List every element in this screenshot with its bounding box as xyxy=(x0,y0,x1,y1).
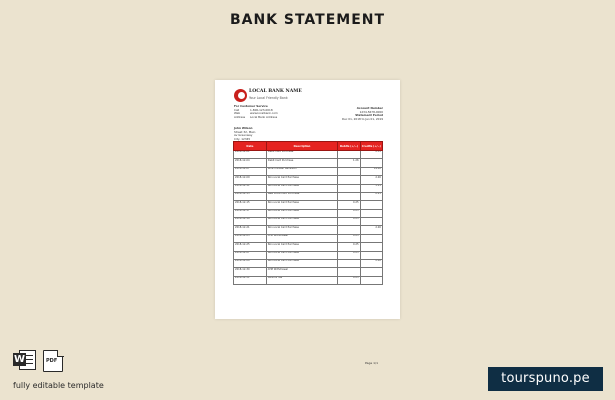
table-row xyxy=(234,243,383,251)
cell-debit xyxy=(338,151,360,159)
cell-date: 2018-12-25 xyxy=(234,243,267,251)
cell-date: 2018-12-21 xyxy=(234,226,267,234)
cell-credit xyxy=(360,209,382,217)
contact-row xyxy=(234,116,304,120)
table-row xyxy=(234,176,383,184)
table-row xyxy=(234,192,383,200)
cell-debit: 0.25 xyxy=(338,218,360,226)
cell-debit xyxy=(338,259,360,267)
cell-credit xyxy=(360,243,382,251)
table-row xyxy=(234,209,383,217)
contact-label: Web xyxy=(234,111,241,116)
contact-value: 1-800-123-0018 xyxy=(250,107,273,112)
cell-credit: 2.53 xyxy=(360,151,382,159)
cell-date: 2018-12-11 xyxy=(234,184,267,192)
column-header-description: Description xyxy=(266,142,338,151)
table-row xyxy=(234,167,383,175)
contact-value: Local Bank Address xyxy=(250,114,278,119)
table-row xyxy=(234,234,383,242)
word-file-icon xyxy=(13,350,37,370)
transactions-table xyxy=(233,141,383,285)
cell-credit xyxy=(360,276,382,284)
customer-service-block xyxy=(234,105,304,119)
contact-label: Address xyxy=(234,114,246,119)
cell-debit: 0.25 xyxy=(338,209,360,217)
cell-date: 2018-12-29 xyxy=(234,259,267,267)
table-row xyxy=(234,218,383,226)
account-info-block xyxy=(333,107,383,121)
cell-description: Non-Local Card Purchase xyxy=(266,201,338,209)
page-title: BANK STATEMENT xyxy=(229,12,386,28)
cell-credit: 0.25 xyxy=(360,192,382,200)
holder-address-line: City, 12345 xyxy=(234,136,251,141)
cell-description: Non-Local Card Purchase xyxy=(266,176,338,184)
table-row xyxy=(234,184,383,192)
pdf-label: PDF xyxy=(46,358,58,364)
cell-date: 2018-12-31 xyxy=(234,276,267,284)
table-row xyxy=(234,268,383,276)
cell-debit: 0.25 xyxy=(338,243,360,251)
table-row xyxy=(234,259,383,267)
cell-debit: 0.25 xyxy=(338,201,360,209)
cell-date: 2018-12-27 xyxy=(234,251,267,259)
cell-credit xyxy=(360,234,382,242)
table-row xyxy=(234,151,383,159)
cell-debit xyxy=(338,167,360,175)
cell-credit: 19.00 xyxy=(360,167,382,175)
brand-badge[interactable]: tourspuno.pe xyxy=(488,367,603,391)
column-header-credits: Credits (+/−) xyxy=(360,142,382,151)
holder-address-line: Av Greenway xyxy=(234,133,253,138)
table-row xyxy=(234,276,383,284)
cell-credit xyxy=(360,201,382,209)
column-header-date: Date xyxy=(234,142,267,151)
editable-caption: fully editable template xyxy=(13,381,104,390)
cell-debit xyxy=(338,184,360,192)
bank-tagline: Your Local Friendly Bank xyxy=(249,96,288,100)
cell-description: Non-Local Card Purchase xyxy=(266,209,338,217)
cell-description: ATM Withdrawal xyxy=(266,234,338,242)
column-header-debits: Debits (+/−) xyxy=(338,142,360,151)
cell-date: 2018-12-04 xyxy=(234,159,267,167)
contact-value: www.localbank.com xyxy=(250,111,278,116)
cell-debit: 1.26 xyxy=(338,159,360,167)
cell-credit xyxy=(360,268,382,276)
cell-date: 2018-12-30 xyxy=(234,268,267,276)
cell-description: Non-Local Card Purchase xyxy=(266,259,338,267)
holder-address-line: Street 32, Main xyxy=(234,129,256,134)
pdf-file-icon xyxy=(43,350,63,372)
cell-credit xyxy=(360,159,382,167)
cell-credit xyxy=(360,218,382,226)
cell-date: 2018-12-15 xyxy=(234,201,267,209)
cell-description: Non-Local Card Purchase xyxy=(266,218,338,226)
statement-period-value: Dec 01, 2018 to Jan 01, 2019 xyxy=(342,116,383,121)
table-row xyxy=(234,226,383,234)
cell-debit xyxy=(338,226,360,234)
cell-description: Non-Local Card Purchase xyxy=(266,251,338,259)
cell-credit: 2.00 xyxy=(360,176,382,184)
cell-debit: 0.25 xyxy=(338,234,360,242)
cell-debit xyxy=(338,176,360,184)
cell-date: 2018-12-07 xyxy=(234,167,267,175)
cell-date: 2018-12-23 xyxy=(234,234,267,242)
cell-date: 2018-12-01 xyxy=(234,151,267,159)
bank-name: LOCAL BANK NAME xyxy=(249,89,302,94)
cell-credit: 2.00 xyxy=(360,226,382,234)
table-row xyxy=(234,251,383,259)
cell-description: ATM Withdrawal xyxy=(266,268,338,276)
cell-date: 2018-12-19 xyxy=(234,218,267,226)
word-badge: W xyxy=(13,354,26,365)
account-number-label: Account Number xyxy=(356,106,383,110)
cell-description: Service Fee xyxy=(266,276,338,284)
account-holder-block xyxy=(234,127,294,141)
cell-date: 2018-12-17 xyxy=(234,209,267,217)
bank-logo-icon xyxy=(234,89,247,102)
cell-description: Wire Transfer Received xyxy=(266,167,338,175)
cell-debit xyxy=(338,268,360,276)
customer-service-heading: For Customer Service xyxy=(234,104,268,108)
holder-name: John Wilson xyxy=(234,126,253,130)
table-row xyxy=(234,201,383,209)
cell-description: Non-Local Card Purchase xyxy=(266,226,338,234)
table-header-row xyxy=(234,142,383,151)
page-number: Page 1/1 xyxy=(364,361,378,365)
cell-credit: 2.00 xyxy=(360,259,382,267)
account-number-value: 1234-5678-0000 xyxy=(359,109,383,114)
cell-description: Debit Card Purchase xyxy=(266,151,338,159)
cell-date: 2018-12-09 xyxy=(234,176,267,184)
cell-debit: 0.25 xyxy=(338,276,360,284)
cell-description: Debit Card Purchase xyxy=(266,159,338,167)
statement-period-label: Statement Period xyxy=(355,113,383,118)
format-icons xyxy=(13,350,63,372)
statement-document xyxy=(215,80,400,365)
cell-date: 2018-12-13 xyxy=(234,192,267,200)
contact-label: Call xyxy=(234,107,240,112)
cell-credit: 3.15 xyxy=(360,184,382,192)
cell-credit xyxy=(360,251,382,259)
cell-debit: 0.25 xyxy=(338,251,360,259)
cell-debit xyxy=(338,192,360,200)
cell-description: New Local Card Purchase xyxy=(266,192,338,200)
table-row xyxy=(234,159,383,167)
cell-description: Non-Local Card Purchase xyxy=(266,184,338,192)
cell-description: Non-Local Card Purchase xyxy=(266,243,338,251)
